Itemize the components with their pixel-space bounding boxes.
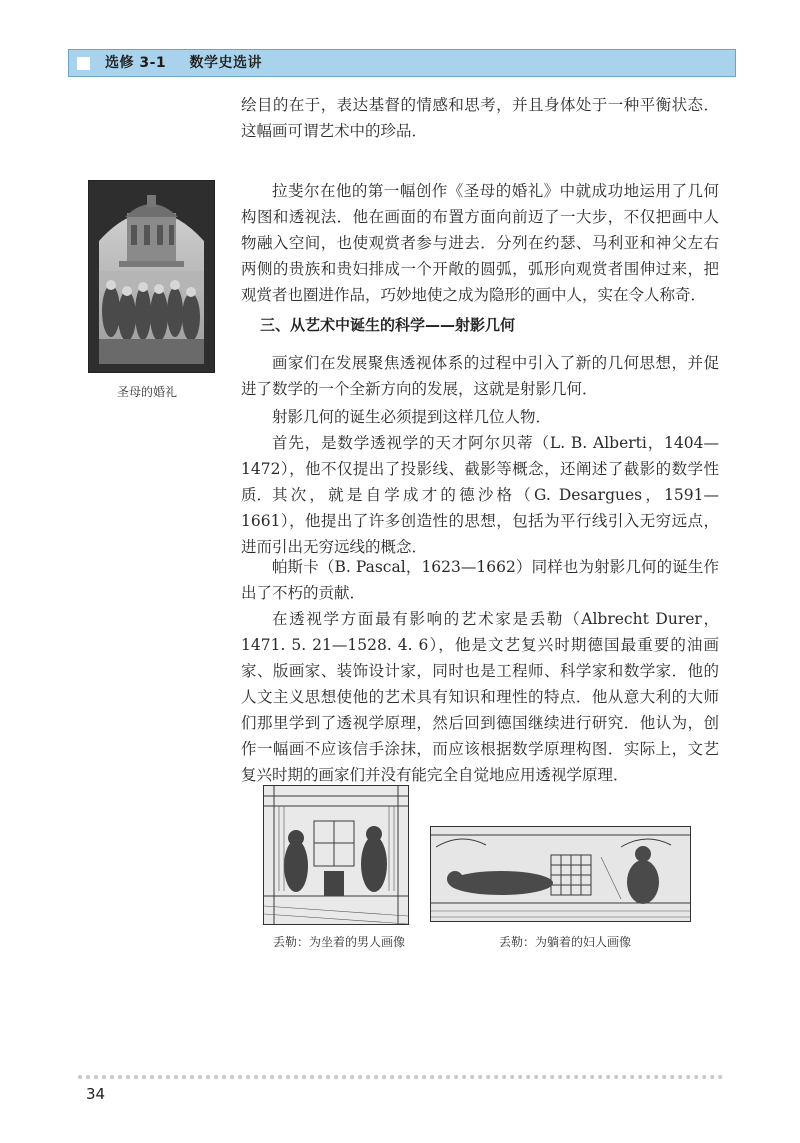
chapter-header bbox=[68, 49, 736, 77]
paragraph-figures-intro: 射影几何的诞生必须提到这样几位人物． bbox=[272, 408, 552, 426]
raphael-caption: 圣母的婚礼 bbox=[117, 385, 178, 399]
footer-dotted-rule bbox=[78, 1075, 723, 1079]
paragraph-projective-intro: 画家们在发展聚焦透视体系的过程中引入了新的几何思想，并促进了数学的一个全新方向的发展，这就是射影几何． bbox=[241, 354, 719, 398]
paragraph-alberti: 首先，是数学透视学的天才阿尔贝蒂（L. B. Alberti，1404—1472），他不仅提出了投影线、截影等概念，还阐述了截影的数学性质． bbox=[241, 434, 719, 504]
page-number: 34 bbox=[86, 1085, 106, 1103]
section-heading: 三、从艺术中诞生的科学——射影几何 bbox=[260, 316, 516, 334]
durer-seated-man-image bbox=[263, 785, 409, 925]
durer-man-caption: 丢勒：为坐着的男人画像 bbox=[273, 935, 406, 949]
durer-woman-caption: 丢勒：为躺着的妇人画像 bbox=[499, 935, 632, 949]
paragraph-raphael: 拉斐尔在他的第一幅创作《圣母的婚礼》中就成功地运用了几何构图和透视法．他在画面的布置方面向前迈了一大步，不仅把画中人物融入空间，也使观赏者参与进去．分列在约瑟、马利亚和神父左右两侧的贵族和贵妇排成一个开敞的圆弧，弧形向观赏者围伸过来，把观赏者也圈进作品，巧妙地使之成为隐形的画中人，实在令人称奇． bbox=[241, 182, 719, 304]
paragraph-desargues: 其次，就是自学成才的德沙格（G. Desargues，1591—1661），他提出了许多创造性的思想，包括为平行线引入无穷远点，进而引出无穷远线的概念． bbox=[241, 486, 719, 556]
marriage-of-virgin-image bbox=[88, 180, 215, 373]
paragraph-continuation: 绘目的在于，表达基督的情感和思考，并且身体处于一种平衡状态．这幅画可谓艺术中的珍品． bbox=[241, 96, 719, 140]
marriage-of-virgin-painting bbox=[89, 181, 214, 372]
durer-reclining-woman-woodcut bbox=[431, 827, 690, 921]
header-subject: 数学史选讲 bbox=[189, 55, 263, 71]
paragraph-pascal: 帕斯卡（B. Pascal，1623—1662）同样也为射影几何的诞生作出了不朽的贡献． bbox=[241, 558, 719, 602]
header-title bbox=[105, 50, 262, 77]
paragraph-durer: 在透视学方面最有影响的艺术家是丢勒（Albrecht Durer，1471. 5. 21—1528. 4. 6），他是文艺复兴时期德国最重要的油画家、版画家、装饰设计家，同时也是工程师、科学家和数学家．他的人文主义思想使他的艺术具有知识和理性的特点．他从意大利的大师们那里学到了透视学原理，然后回到德国继续进行研究．他认为，创作一幅画不应该信手涂抹，而应该根据数学原理构图．实际上，文艺复兴时期的画家们并没有能完全自觉地应用透视学原理． bbox=[241, 610, 719, 784]
durer-reclining-woman-image bbox=[430, 826, 691, 922]
header-square-mark bbox=[77, 57, 90, 70]
durer-seated-man-woodcut bbox=[264, 786, 408, 924]
header-series: 选修 3-1 bbox=[105, 55, 167, 71]
